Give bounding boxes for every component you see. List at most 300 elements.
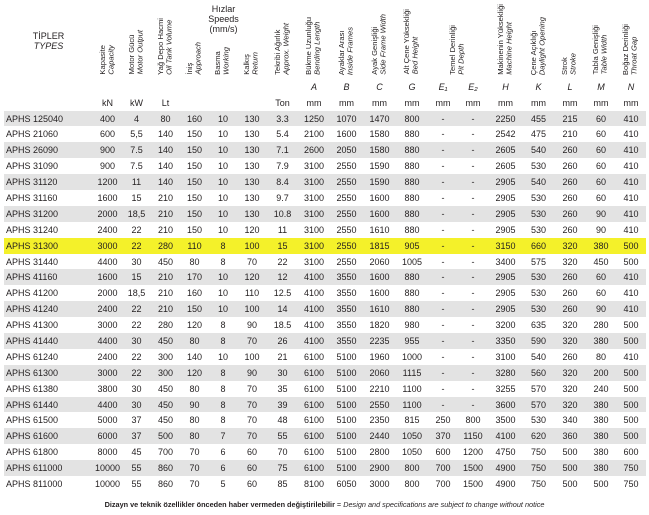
row-cell: 455 (523, 111, 554, 127)
row-cell: 5 (209, 476, 237, 492)
row-cell: 3400 (488, 254, 523, 270)
unit-row (4, 95, 646, 111)
row-cell: - (428, 301, 458, 317)
row-cell: 75 (267, 460, 298, 476)
table-row (4, 333, 646, 349)
row-cell: 570 (523, 381, 554, 397)
row-cell: 3800 (93, 381, 122, 397)
unit-K: mm (531, 97, 547, 108)
table-row (4, 412, 646, 428)
row-cell: - (428, 285, 458, 301)
row-cell: 410 (616, 190, 646, 206)
row-cell: 21 (267, 349, 298, 365)
row-cell: 620 (523, 428, 554, 444)
row-cell: 2050 (330, 142, 363, 158)
table-row (4, 269, 646, 285)
row-cell: 1820 (363, 317, 396, 333)
row-cell: 8 (209, 381, 237, 397)
row-cell: 500 (616, 365, 646, 381)
row-cell: - (428, 349, 458, 365)
row-cell: 750 (523, 460, 554, 476)
col-header-pit-depth: Temel Derinliği Pit Depth (448, 24, 467, 75)
row-cell: 130 (237, 190, 267, 206)
row-cell: 3550 (330, 333, 363, 349)
sym-A: A (311, 81, 318, 92)
row-cell: 7.5 (122, 142, 151, 158)
row-cell: 3100 (298, 238, 330, 254)
row-cell: 60 (586, 285, 616, 301)
col-header-oil-tank: Yağ Depo Hacmi Oil Tank Volume (155, 17, 174, 75)
row-cell: 380 (586, 397, 616, 413)
row-cell: 200 (586, 365, 616, 381)
row-cell: 260 (554, 158, 586, 174)
row-cell: 1470 (363, 111, 396, 127)
row-cell: 4100 (298, 269, 330, 285)
row-cell: - (458, 381, 488, 397)
row-cell: 8 (209, 238, 237, 254)
row-cell: 320 (554, 381, 586, 397)
row-cell: 80 (151, 111, 180, 127)
row-cell: 500 (554, 460, 586, 476)
row-cell: 2550 (330, 222, 363, 238)
row-cell: 2350 (363, 412, 396, 428)
row-cell: 150 (180, 206, 209, 222)
row-cell: 750 (616, 476, 646, 492)
row-cell: 160 (180, 111, 209, 127)
row-cell: - (428, 190, 458, 206)
row-cell: 10 (209, 111, 237, 127)
row-cell: 2550 (363, 397, 396, 413)
row-cell: 6100 (298, 428, 330, 444)
row-cell: 10 (209, 158, 237, 174)
row-cell: 500 (554, 476, 586, 492)
row-cell: 260 (554, 349, 586, 365)
row-cell: 150 (180, 174, 209, 190)
col-header-bed-height: Alt Çene Yüksekliği Bed Height (402, 9, 421, 75)
row-type: APHS 61300 (4, 365, 93, 381)
row-type: APHS 21060 (4, 126, 93, 142)
row-cell: 260 (554, 222, 586, 238)
row-cell: 11 (267, 222, 298, 238)
row-cell: 70 (237, 412, 267, 428)
row-cell: 2550 (330, 174, 363, 190)
row-cell: 4100 (298, 301, 330, 317)
row-cell: 70 (237, 381, 267, 397)
unit-A: mm (306, 97, 322, 108)
speeds-title: Hızlar Speeds (mm/s) (208, 4, 239, 34)
row-cell: 2550 (330, 254, 363, 270)
row-cell: 8 (209, 333, 237, 349)
row-cell: 260 (554, 206, 586, 222)
row-cell: 955 (396, 333, 428, 349)
row-cell: 80 (586, 349, 616, 365)
row-cell: - (458, 349, 488, 365)
row-cell: 150 (180, 301, 209, 317)
row-cell: 600 (616, 444, 646, 460)
row-cell: 80 (180, 381, 209, 397)
row-cell: 370 (428, 428, 458, 444)
row-cell: - (428, 381, 458, 397)
row-cell: 30 (122, 333, 151, 349)
types-title-en: TYPES (33, 41, 64, 52)
unit-M: mm (593, 97, 609, 108)
row-type: APHS 125040 (4, 111, 93, 127)
row-cell: 500 (616, 254, 646, 270)
row-cell: 260 (554, 174, 586, 190)
table-row (4, 238, 646, 254)
row-cell: 140 (151, 126, 180, 142)
row-cell: 10 (209, 269, 237, 285)
row-cell: 410 (616, 126, 646, 142)
row-cell: - (428, 126, 458, 142)
table-row (4, 222, 646, 238)
row-cell: 2400 (93, 222, 122, 238)
row-cell: 3150 (488, 238, 523, 254)
row-cell: 80 (180, 412, 209, 428)
row-cell: 410 (616, 206, 646, 222)
row-cell: 880 (396, 206, 428, 222)
row-cell: 22 (122, 365, 151, 381)
row-cell: 2905 (488, 222, 523, 238)
row-cell: 540 (523, 349, 554, 365)
row-cell: 410 (616, 285, 646, 301)
row-cell: 410 (616, 349, 646, 365)
row-cell: 8 (209, 254, 237, 270)
row-cell: - (458, 190, 488, 206)
row-cell: 3550 (330, 317, 363, 333)
row-type: APHS 31440 (4, 254, 93, 270)
unit-N: mm (623, 97, 639, 108)
row-cell: 120 (180, 365, 209, 381)
row-cell: 3000 (93, 317, 122, 333)
row-cell: 90 (586, 206, 616, 222)
row-cell: 130 (237, 158, 267, 174)
row-cell: - (458, 158, 488, 174)
row-cell: 10 (209, 206, 237, 222)
row-cell: 5.4 (267, 126, 298, 142)
row-cell: 5100 (330, 397, 363, 413)
row-cell: 6100 (298, 412, 330, 428)
row-cell: 11 (122, 174, 151, 190)
row-cell: 500 (554, 444, 586, 460)
row-cell: 3000 (363, 476, 396, 492)
table-row (4, 476, 646, 492)
row-cell: 475 (523, 126, 554, 142)
row-cell: 30 (122, 254, 151, 270)
row-type: APHS 61800 (4, 444, 93, 460)
row-cell: 30 (267, 365, 298, 381)
row-cell: 260 (554, 269, 586, 285)
row-type: APHS 31240 (4, 222, 93, 238)
table-row (4, 174, 646, 190)
row-cell: - (428, 317, 458, 333)
row-cell: 2905 (488, 174, 523, 190)
row-cell: 5100 (330, 365, 363, 381)
row-cell: 320 (554, 254, 586, 270)
row-cell: 240 (586, 381, 616, 397)
sym-K: K (535, 81, 542, 92)
row-cell: 55 (267, 428, 298, 444)
row-cell: 1050 (396, 444, 428, 460)
row-cell: 300 (151, 349, 180, 365)
row-cell: 2550 (330, 158, 363, 174)
row-cell: 15 (267, 238, 298, 254)
col-header-table-width: Tabla Genişliği Table Width (591, 25, 610, 75)
row-cell: 90 (586, 222, 616, 238)
row-cell: - (458, 333, 488, 349)
row-cell: 320 (554, 365, 586, 381)
row-cell: 1150 (458, 428, 488, 444)
unit-E2: mm (465, 97, 481, 108)
row-cell: 2210 (363, 381, 396, 397)
row-cell: 60 (586, 190, 616, 206)
row-cell: 880 (396, 285, 428, 301)
row-cell: 26 (267, 333, 298, 349)
row-cell: 6100 (298, 444, 330, 460)
row-cell: 380 (586, 428, 616, 444)
row-cell: 8100 (298, 476, 330, 492)
row-cell: 410 (616, 269, 646, 285)
row-cell: 1580 (363, 142, 396, 158)
sym-L: L (567, 81, 573, 92)
row-cell: 500 (616, 317, 646, 333)
row-cell: 4900 (488, 476, 523, 492)
row-cell: 90 (586, 301, 616, 317)
row-type: APHS 61500 (4, 412, 93, 428)
row-cell: 500 (151, 428, 180, 444)
row-cell: 380 (586, 444, 616, 460)
row-cell: 450 (151, 333, 180, 349)
table-row (4, 397, 646, 413)
row-cell: 530 (523, 285, 554, 301)
row-cell: 10 (209, 142, 237, 158)
row-type: APHS 61600 (4, 428, 93, 444)
row-cell: 570 (523, 397, 554, 413)
row-cell: 70 (180, 476, 209, 492)
row-cell: 10000 (93, 476, 122, 492)
row-cell: 7.1 (267, 142, 298, 158)
row-cell: 150 (180, 222, 209, 238)
symbol-row (4, 79, 646, 95)
row-cell: 1070 (330, 111, 363, 127)
row-cell: 7 (209, 428, 237, 444)
row-cell: 160 (180, 285, 209, 301)
sym-N: N (627, 81, 635, 92)
row-cell: 55 (122, 476, 151, 492)
row-cell: 2000 (93, 206, 122, 222)
row-type: APHS 26090 (4, 142, 93, 158)
row-cell: 530 (523, 158, 554, 174)
row-cell: 10 (209, 190, 237, 206)
table-row (4, 158, 646, 174)
row-cell: - (458, 365, 488, 381)
unit-motor: kW (130, 97, 143, 108)
row-cell: 3.3 (267, 111, 298, 127)
row-cell: 60 (586, 111, 616, 127)
row-cell: 1600 (363, 285, 396, 301)
row-cell: 980 (396, 317, 428, 333)
row-cell: 540 (523, 174, 554, 190)
row-cell: 140 (151, 142, 180, 158)
table-row (4, 444, 646, 460)
row-cell: 410 (616, 222, 646, 238)
row-cell: 880 (396, 190, 428, 206)
row-cell: 18,5 (122, 206, 151, 222)
row-cell: 320 (554, 238, 586, 254)
row-cell: 22 (122, 317, 151, 333)
row-cell: 6 (209, 444, 237, 460)
row-cell: 70 (267, 444, 298, 460)
col-header-throat-gap: Boğaz Derinliği Throat Gap (621, 23, 640, 75)
row-cell: 2400 (93, 349, 122, 365)
row-cell: 6050 (330, 476, 363, 492)
row-cell: - (428, 365, 458, 381)
row-cell: 880 (396, 222, 428, 238)
row-cell: - (458, 174, 488, 190)
row-cell: 3550 (330, 301, 363, 317)
row-cell: - (428, 158, 458, 174)
row-cell: 48 (267, 412, 298, 428)
row-cell: 260 (554, 190, 586, 206)
row-cell: 60 (586, 142, 616, 158)
row-cell: 750 (523, 444, 554, 460)
table-row (4, 206, 646, 222)
row-cell: 800 (458, 412, 488, 428)
table-row (4, 111, 646, 127)
types-title (4, 4, 93, 79)
table-row (4, 349, 646, 365)
row-cell: 10.8 (267, 206, 298, 222)
table-row (4, 254, 646, 270)
row-cell: 320 (554, 333, 586, 349)
unit-H: mm (498, 97, 514, 108)
col-header-machine-height: Makinenin Yüksekliği Machine Height (495, 4, 514, 75)
row-cell: 2060 (363, 254, 396, 270)
row-cell: 60 (586, 269, 616, 285)
row-cell: 530 (523, 301, 554, 317)
row-cell: 130 (237, 126, 267, 142)
row-cell: 6100 (298, 365, 330, 381)
row-cell: - (428, 174, 458, 190)
row-cell: 1600 (363, 206, 396, 222)
row-cell: 60 (586, 158, 616, 174)
row-cell: 530 (523, 190, 554, 206)
row-cell: 14 (267, 301, 298, 317)
sym-H: H (502, 81, 509, 92)
row-cell: 90 (180, 397, 209, 413)
table-row (4, 428, 646, 444)
row-cell: 70 (180, 460, 209, 476)
row-cell: 2100 (298, 126, 330, 142)
unit-L: mm (562, 97, 578, 108)
row-cell: 22 (122, 238, 151, 254)
row-cell: 4900 (488, 460, 523, 476)
row-cell: 3000 (93, 238, 122, 254)
row-cell: 2400 (93, 301, 122, 317)
row-cell: 150 (180, 158, 209, 174)
row-cell: 2800 (363, 444, 396, 460)
row-cell: 280 (151, 317, 180, 333)
row-cell: 170 (180, 269, 209, 285)
row-cell: 1500 (458, 460, 488, 476)
row-cell: 410 (616, 174, 646, 190)
row-cell: 500 (616, 397, 646, 413)
row-cell: 750 (616, 460, 646, 476)
header-row (4, 4, 646, 38)
row-cell: 210 (151, 222, 180, 238)
row-cell: 750 (523, 476, 554, 492)
row-cell: 8000 (93, 444, 122, 460)
table-row (4, 126, 646, 142)
col-header-return: Kalkış Return (242, 51, 260, 75)
row-cell: 410 (616, 142, 646, 158)
row-cell: 110 (180, 238, 209, 254)
row-cell: 3100 (298, 158, 330, 174)
row-cell: 1000 (396, 349, 428, 365)
row-cell: 1250 (298, 111, 330, 127)
row-cell: 1960 (363, 349, 396, 365)
row-cell: 1600 (93, 190, 122, 206)
row-cell: 8 (209, 412, 237, 428)
row-cell: 800 (396, 111, 428, 127)
row-cell: 70 (180, 444, 209, 460)
row-cell: 2440 (363, 428, 396, 444)
row-type: APHS 41440 (4, 333, 93, 349)
row-cell: 3100 (488, 349, 523, 365)
col-header-daylight: Çene Açıklığı Daylight Opening (528, 16, 547, 75)
row-cell: 90 (237, 365, 267, 381)
row-cell: 7.9 (267, 158, 298, 174)
row-cell: 300 (151, 365, 180, 381)
row-type: APHS 41300 (4, 317, 93, 333)
row-cell: 210 (151, 301, 180, 317)
row-cell: 1580 (363, 126, 396, 142)
row-cell: 30 (122, 397, 151, 413)
row-type: APHS 61380 (4, 381, 93, 397)
footer-separator: = (334, 500, 344, 509)
spec-table (4, 4, 646, 492)
row-cell: 450 (151, 397, 180, 413)
row-cell: 210 (554, 126, 586, 142)
row-cell: - (458, 397, 488, 413)
row-cell: - (458, 238, 488, 254)
table-row (4, 301, 646, 317)
row-cell: 575 (523, 254, 554, 270)
table-row (4, 317, 646, 333)
row-cell: 900 (93, 158, 122, 174)
row-cell: 530 (523, 269, 554, 285)
row-cell: 110 (237, 285, 267, 301)
row-cell: - (428, 269, 458, 285)
row-cell: - (458, 111, 488, 127)
row-cell: 280 (586, 317, 616, 333)
footer-note-en: Design and specifications are subject to change without notice (343, 500, 545, 509)
unit-oil: Lt (161, 97, 170, 108)
row-cell: 500 (616, 238, 646, 254)
row-cell: 3200 (488, 317, 523, 333)
col-header-weight: Tekribi Ağırlık Approx. Weight (272, 23, 291, 75)
row-cell: 5100 (330, 349, 363, 365)
col-header-stroke: Strok Stroke (560, 52, 579, 75)
row-type: APHS 41200 (4, 285, 93, 301)
table-row (4, 285, 646, 301)
row-cell: 8 (209, 397, 237, 413)
row-cell: 410 (616, 158, 646, 174)
row-cell: - (428, 397, 458, 413)
row-cell: - (428, 142, 458, 158)
row-type: APHS 31120 (4, 174, 93, 190)
row-cell: 530 (523, 412, 554, 428)
